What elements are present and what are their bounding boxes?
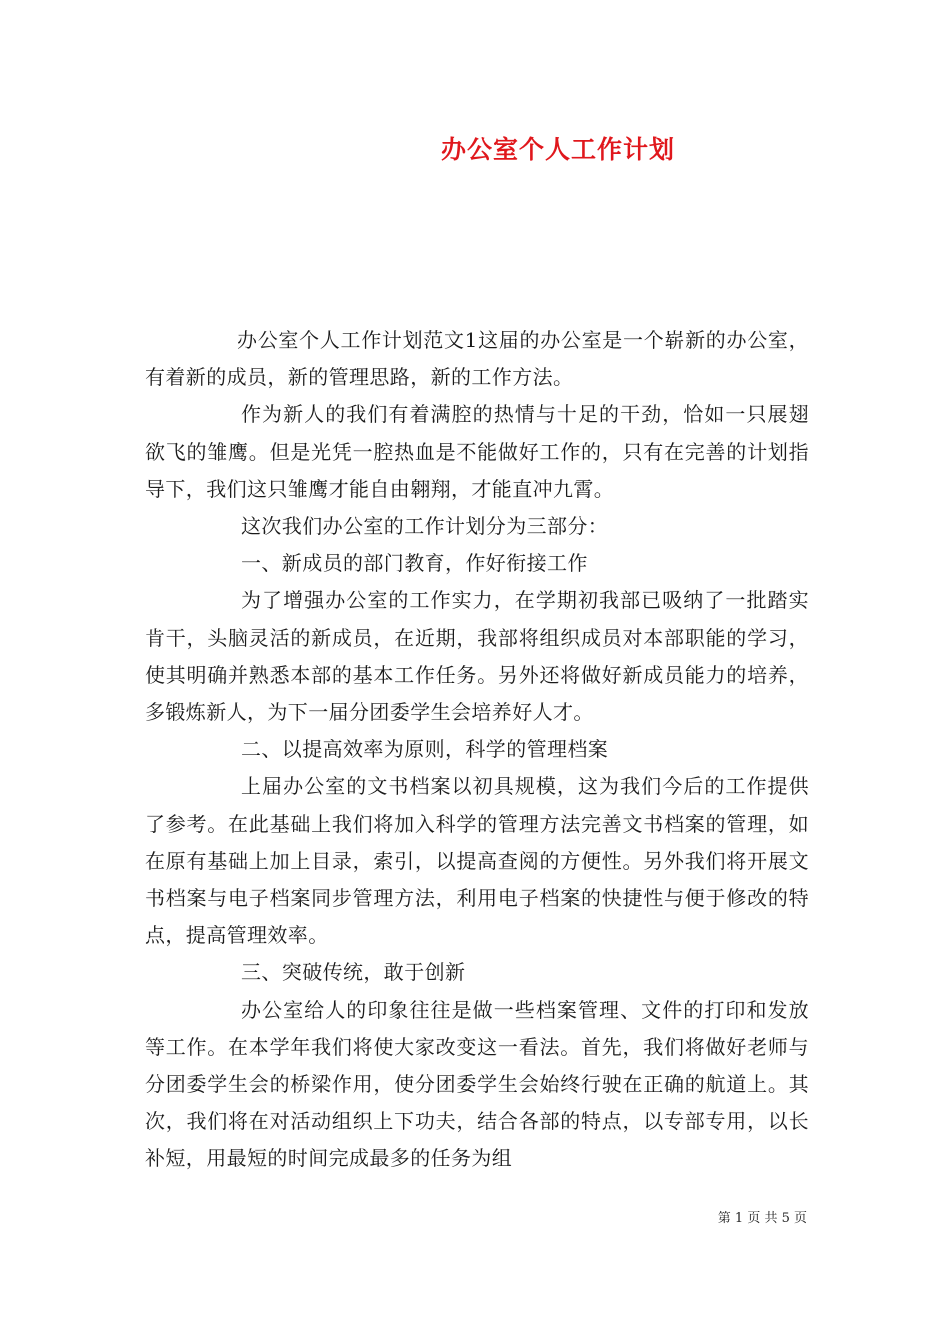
paragraph: 为了增强办公室的工作实力，在学期初我部已吸纳了一批踏实肯干，头脑灵活的新成员，在近期，我部将组织成员对本部职能的学习，使其明确并熟悉本部的基本工作任务。另外还将做好新成员能力的培养，多锻炼新人，为下一届分团委学生会培养好人才。 — [145, 588, 809, 725]
paragraph: 这次我们办公室的工作计划分为三部分： — [241, 514, 609, 539]
paragraph: 上届办公室的文书档案以初具规模，这为我们今后的工作提供了参考。在此基础上我们将加入科学的管理方法完善文书档案的管理，如在原有基础上加上目录，索引，以提高查阅的方便性。另外我们将开展文书档案与电子档案同步管理方法，利用电子档案的快捷性与便于修改的特点，提高管理效率。 — [145, 774, 809, 948]
paragraph-intro: 办公室个人工作计划范文1这届的办公室是一个崭新的办公室，有着新的成员，新的管理思路，新的工作方法。 — [145, 328, 809, 390]
page-number-footer: 第 1 页 共 5 页 — [717, 1211, 807, 1226]
section-heading: 二、以提高效率为原则，科学的管理档案 — [241, 737, 609, 762]
document-body — [145, 322, 809, 1178]
document-title: 办公室个人工作计划 — [440, 135, 675, 164]
paragraph: 办公室给人的印象往往是做一些档案管理、文件的打印和发放等工作。在本学年我们将使大家改变这一看法。首先，我们将做好老师与分团委学生会的桥梁作用，使分团委学生会始终行驶在正确的航道上。其次，我们将在对活动组织上下功夫，结合各部的特点，以专部专用，以长补短，用最短的时间完成最多的任务为组 — [145, 997, 809, 1171]
section-heading: 三、突破传统，敢于创新 — [241, 960, 466, 985]
paragraph: 作为新人的我们有着满腔的热情与十足的干劲，恰如一只展翅欲飞的雏鹰。但是光凭一腔热血是不能做好工作的，只有在完善的计划指导下，我们这只雏鹰才能自由翱翔，才能直冲九霄。 — [145, 402, 809, 501]
section-heading: 一、新成员的部门教育，作好衔接工作 — [241, 551, 588, 576]
